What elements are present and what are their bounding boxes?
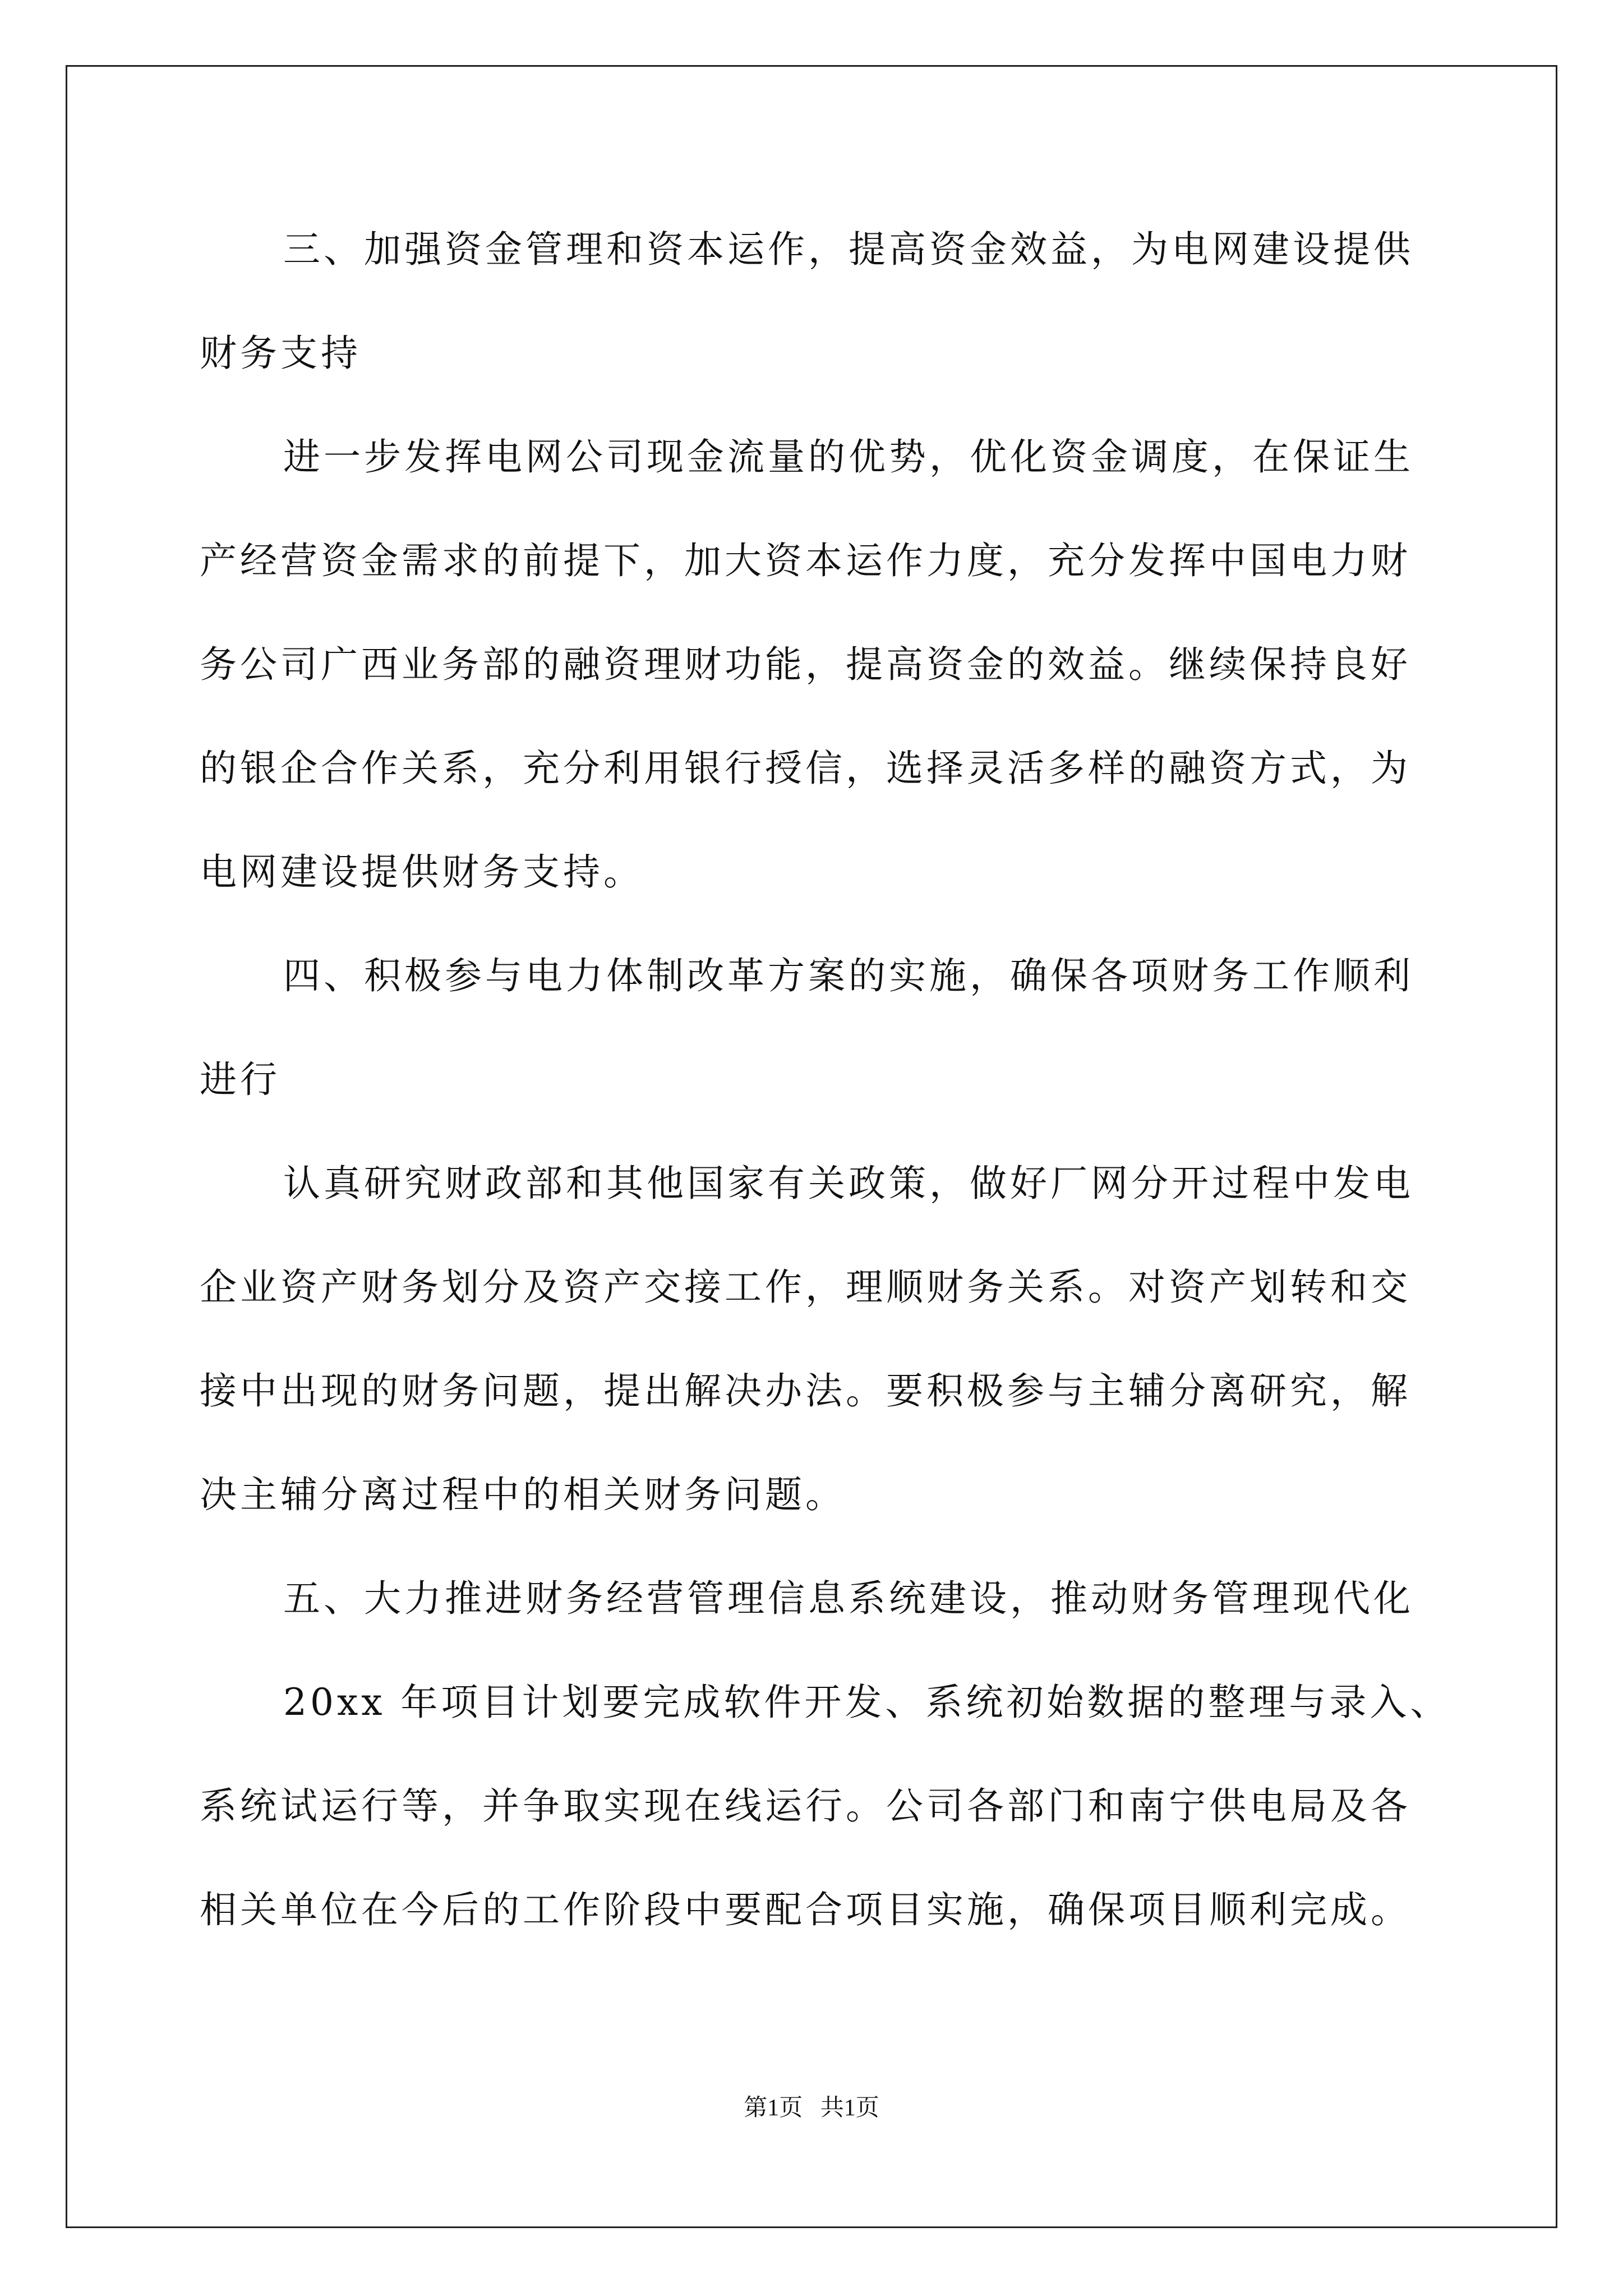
- heading-four-line-2: 进行: [200, 1058, 280, 1101]
- paragraph-line: 决主辅分离过程中的相关财务问题。: [200, 1473, 846, 1516]
- paragraph-line: 接中出现的财务问题，提出解决办法。要积极参与主辅分离研究，解: [200, 1369, 1411, 1412]
- paragraph-line: 进一步发挥电网公司现金流量的优势，优化资金调度，在保证生: [283, 435, 1414, 478]
- page-footer: 第1页 共1页: [744, 2095, 879, 2121]
- heading-five-line: 五、大力推进财务经营管理信息系统建设，推动财务管理现代化: [283, 1577, 1414, 1620]
- paragraph-line: 的银企合作关系，充分利用银行授信，选择灵活多样的融资方式，为: [200, 747, 1411, 790]
- heading-four-line-1: 四、积极参与电力体制改革方案的实施，确保各项财务工作顺利: [283, 954, 1414, 997]
- paragraph-line: 系统试运行等，并争取实现在线运行。公司各部门和南宁供电局及各: [200, 1784, 1411, 1828]
- heading-three-line-1: 三、加强资金管理和资本运作，提高资金效益，为电网建设提供: [283, 228, 1414, 271]
- paragraph-line: 20xx 年项目计划要完成软件开发、系统初始数据的整理与录入、: [283, 1681, 1451, 1724]
- paragraph-line: 务公司广西业务部的融资理财功能，提高资金的效益。继续保持良好: [200, 643, 1411, 686]
- paragraph-line: 相关单位在今后的工作阶段中要配合项目实施，确保项目顺利完成。: [200, 1888, 1411, 1931]
- heading-three-line-2: 财务支持: [200, 332, 361, 375]
- paragraph-line: 产经营资金需求的前提下，加大资本运作力度，充分发挥中国电力财: [200, 539, 1411, 582]
- paragraph-line: 认真研究财政部和其他国家有关政策，做好厂网分开过程中发电: [283, 1162, 1414, 1205]
- paragraph-line: 电网建设提供财务支持。: [200, 850, 644, 894]
- paragraph-line: 企业资产财务划分及资产交接工作，理顺财务关系。对资产划转和交: [200, 1266, 1411, 1309]
